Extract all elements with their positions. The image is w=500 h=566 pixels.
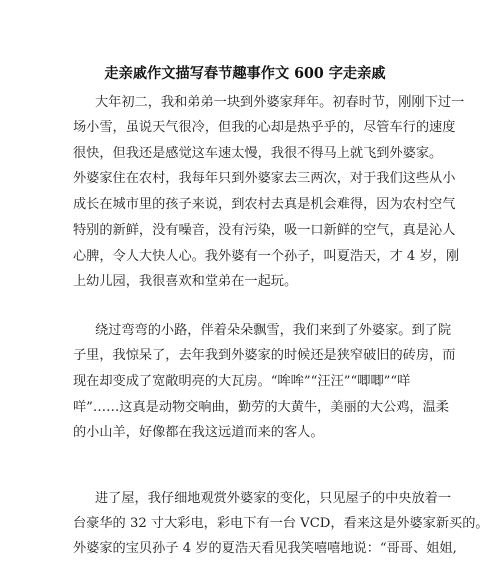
document-title: 走亲戚作文描写春节趣事作文 600 字走亲戚 (104, 65, 386, 82)
paragraph-2-line-4: 心脾，令人大快人心。我外婆有一个孙子，叫夏浩天，才 4 岁，刚 (73, 249, 460, 264)
paragraph-4-line-1: 进了屋，我仔细地观赏外婆家的变化，只见屋子的中央放着一 (95, 491, 452, 506)
paragraph-3-line-1: 绕过弯弯的小路，伴着朵朵飘雪，我们来到了外婆家。到了院 (95, 323, 452, 338)
paragraph-2-line-5: 上幼儿园，我很喜欢和堂弟在一起玩。 (73, 274, 298, 289)
paragraph-1-line-3: 很快，但我还是感觉这车速太慢，我很不得马上就飞到外婆家。 (73, 146, 443, 161)
paragraph-4-line-2: 台豪华的 32 寸大彩电，彩电下有一台 VCD，看来这是外婆家新买的。 (73, 516, 489, 531)
paragraph-3-line-3: 现在却变成了宽敞明亮的大瓦房。“哞哞”“汪汪”“唧唧”“咩 (73, 374, 411, 389)
paragraph-3-line-2: 子里，我惊呆了，去年我到外婆家的时候还是狭窄破旧的砖房，而 (73, 348, 456, 363)
paragraph-2-line-1: 外婆家住在农村，我每年只到外婆家去三两次，对于我们这些从小 (73, 171, 456, 186)
paragraph-1-line-2: 场小雪，虽说天气很冷，但我的心却是热乎乎的，尽管车行的速度 (73, 120, 456, 135)
paragraph-4-line-3: 外婆家的宝贝孙子 4 岁的夏浩天看见我笑嘻嘻地说：“哥哥、姐姐, (73, 541, 457, 556)
paragraph-1-line-1: 大年初二，我和弟弟一块到外婆家拜年。初春时节，刚刚下过一 (95, 95, 465, 110)
paragraph-3-line-5: 的小山羊，好像都在我这远道而来的客人。 (73, 425, 324, 440)
paragraph-2-line-2: 成长在城市里的孩子来说，到农村去真是机会难得，因为农村空气 (73, 197, 456, 212)
paragraph-2-line-3: 特别的新鲜，没有噪音，没有污染，吸一口新鲜的空气，真是沁人 (73, 223, 456, 238)
paragraph-3-line-4: 咩”……这真是动物交响曲，勤劳的大黄牛，美丽的大公鸡，温柔 (73, 400, 449, 415)
